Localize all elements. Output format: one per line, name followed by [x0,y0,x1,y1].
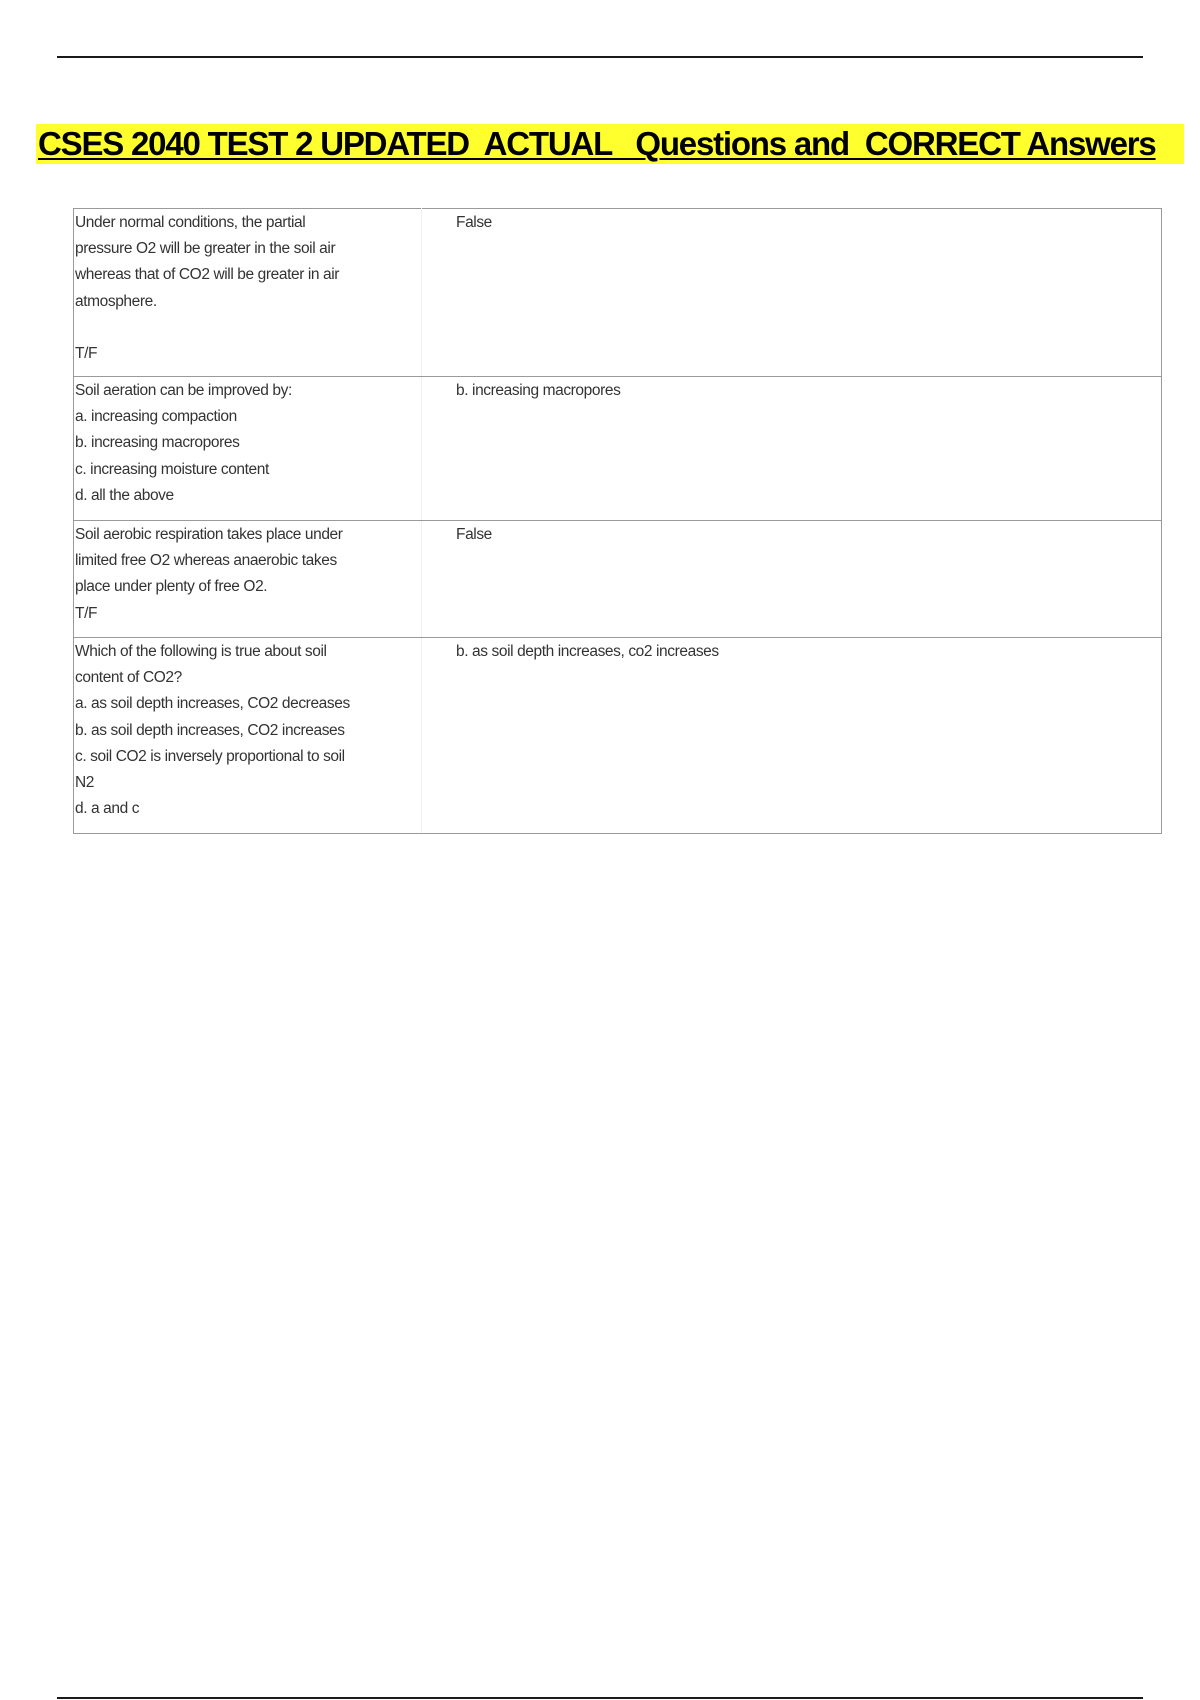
question-line: limited free O2 whereas anaerobic takes [75,552,337,570]
question-line: whereas that of CO2 will be greater in air [75,266,340,284]
header-rule [57,56,1143,58]
qa-table [73,208,1162,834]
document-title: CSES 2040 TEST 2 UPDATED ACTUAL Questions and CORRECT Answers [38,125,1156,162]
question-line: Under normal conditions, the partial [75,214,306,231]
answer-cell [422,638,1162,834]
question-cell [74,377,422,521]
table-row [74,377,1162,521]
question-line: N2 [75,774,95,792]
question-cell [74,209,422,377]
question-line: place under plenty of free O2. [75,578,268,596]
question-line: a. as soil depth increases, CO2 decreases [75,695,350,713]
question-line: c. increasing moisture content [75,460,269,478]
question-line: content of CO2? [75,669,182,687]
footer-rule [57,1697,1143,1699]
question-cell [74,521,422,638]
answer-text: b. as soil depth increases, co2 increases [456,643,719,660]
question-line: Soil aeration can be improved by: [75,382,292,399]
question-line-blank [75,315,411,341]
table-row [74,638,1162,834]
question-line: pressure O2 will be greater in the soil air [75,240,336,258]
answer-text: False [456,526,492,543]
question-line: Which of the following is true about soil [75,643,327,660]
question-line: T/F [75,604,98,622]
title-highlight [36,124,1184,164]
table-row [74,209,1162,377]
answer-cell [422,377,1162,521]
question-line: a. increasing compaction [75,408,237,426]
answer-cell [422,209,1162,377]
question-line: d. a and c [75,800,140,818]
question-line: d. all the above [75,486,174,504]
question-line: b. as soil depth increases, CO2 increases [75,721,345,739]
answer-text: b. increasing macropores [456,382,621,399]
question-line: b. increasing macropores [75,434,240,452]
question-line: c. soil CO2 is inversely proportional to soil [75,747,345,765]
question-line: atmosphere. [75,292,157,310]
answer-text: False [456,214,492,231]
table-row [74,521,1162,638]
question-cell [74,638,422,834]
question-line: T/F [75,345,98,362]
question-line: Soil aerobic respiration takes place under [75,526,343,543]
answer-cell [422,521,1162,638]
